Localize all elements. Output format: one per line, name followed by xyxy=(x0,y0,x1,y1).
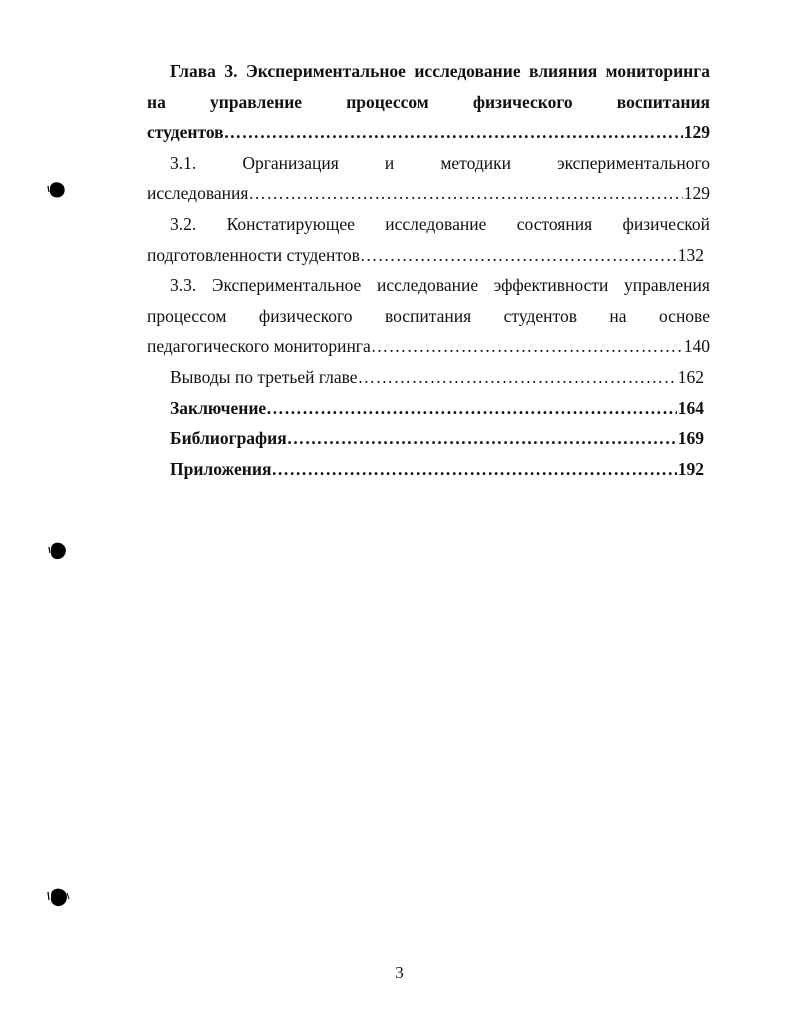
toc-word: эффективности xyxy=(493,275,609,296)
toc-word: исследование xyxy=(414,61,521,81)
toc-page-number: 169 xyxy=(677,428,704,449)
toc-word: 3. xyxy=(224,61,238,81)
toc-page-number: 164 xyxy=(677,397,704,418)
toc-word: воспитания xyxy=(384,305,472,326)
toc-word: и xyxy=(384,152,395,173)
toc-page-number: 140 xyxy=(683,336,710,357)
toc-word: 3.1. xyxy=(170,152,197,173)
toc-word: физического xyxy=(472,91,573,112)
toc-page-number: 132 xyxy=(677,244,704,265)
toc-leader-dots xyxy=(224,117,683,148)
toc-word: методики xyxy=(440,152,511,173)
toc-word: мониторинга xyxy=(605,61,710,81)
toc-entry-label: Приложения xyxy=(170,458,272,479)
toc-entry-label: Библиография xyxy=(170,428,287,449)
toc-page-number: 192 xyxy=(677,458,704,479)
toc-word: экспериментального xyxy=(557,152,710,173)
toc-word: исследование xyxy=(385,213,487,234)
toc-leader-dots xyxy=(287,423,677,454)
chapter3-title-line-1 xyxy=(147,56,710,87)
binder-hole-mark-top xyxy=(46,180,68,200)
toc-word: управление xyxy=(209,91,303,112)
binder-hole-mark-bottom xyxy=(45,885,71,909)
toc-word: управления xyxy=(624,275,710,296)
toc-word: влияния xyxy=(529,61,598,81)
toc-word: физического xyxy=(258,305,353,326)
toc-word: Констатирующее xyxy=(226,213,355,234)
toc-word: на xyxy=(147,91,166,112)
binder-hole-mark-middle xyxy=(46,540,70,562)
toc-entry-section-3-1[interactable] xyxy=(147,178,710,209)
toc-page-number: 129 xyxy=(683,122,710,143)
toc-word: на xyxy=(609,305,627,326)
toc-word: студентов xyxy=(503,305,577,326)
toc-word: воспитания xyxy=(616,91,710,112)
toc-leader-dots xyxy=(360,240,677,271)
toc-word: процессом xyxy=(147,305,227,326)
toc-word: Экспериментальное xyxy=(245,61,406,81)
toc-word: состояния xyxy=(516,213,593,234)
toc-word: физической xyxy=(622,213,710,234)
toc-entry-label: Выводы по третьей главе xyxy=(170,366,358,387)
page-number: 3 xyxy=(395,963,404,982)
toc-entry-section-3-3[interactable] xyxy=(147,331,710,362)
chapter3-title-line-2 xyxy=(147,87,710,118)
toc-leader-dots xyxy=(358,362,677,393)
section-3-3-line-1 xyxy=(147,270,710,301)
toc-word: 3.3. xyxy=(170,275,197,296)
toc-entry-label: Заключение xyxy=(170,397,267,418)
toc-page-number: 162 xyxy=(677,366,704,387)
toc-leader-dots xyxy=(248,178,682,209)
toc-word: Организация xyxy=(242,152,339,173)
toc-entry-label: исследования xyxy=(147,183,249,204)
toc-entry-chapter-conclusions[interactable] xyxy=(147,362,710,393)
toc-word: Глава xyxy=(170,61,216,81)
toc-word: основе xyxy=(658,305,710,326)
toc-entry-appendices[interactable] xyxy=(147,454,710,485)
toc-word: Экспериментальное xyxy=(211,275,362,296)
toc-entry-label: студентов xyxy=(147,122,224,143)
table-of-contents xyxy=(147,56,710,484)
toc-word: 3.2. xyxy=(170,213,197,234)
section-3-1-line-1 xyxy=(147,148,710,179)
toc-entry-section-3-2[interactable] xyxy=(147,240,710,271)
toc-word: процессом xyxy=(346,91,429,112)
toc-page-number: 129 xyxy=(683,183,710,204)
toc-word: исследование xyxy=(376,275,479,296)
toc-leader-dots xyxy=(271,454,676,485)
section-3-2-line-1 xyxy=(147,209,710,240)
toc-leader-dots xyxy=(266,393,677,424)
toc-entry-label: подготовленности студентов xyxy=(147,244,360,265)
toc-entry-bibliography[interactable] xyxy=(147,423,710,454)
toc-entry-label: педагогического мониторинга xyxy=(147,336,371,357)
section-3-3-line-2 xyxy=(147,301,710,332)
toc-entry-chapter3[interactable] xyxy=(147,117,710,148)
toc-leader-dots xyxy=(371,331,683,362)
toc-entry-conclusion[interactable] xyxy=(147,393,710,424)
